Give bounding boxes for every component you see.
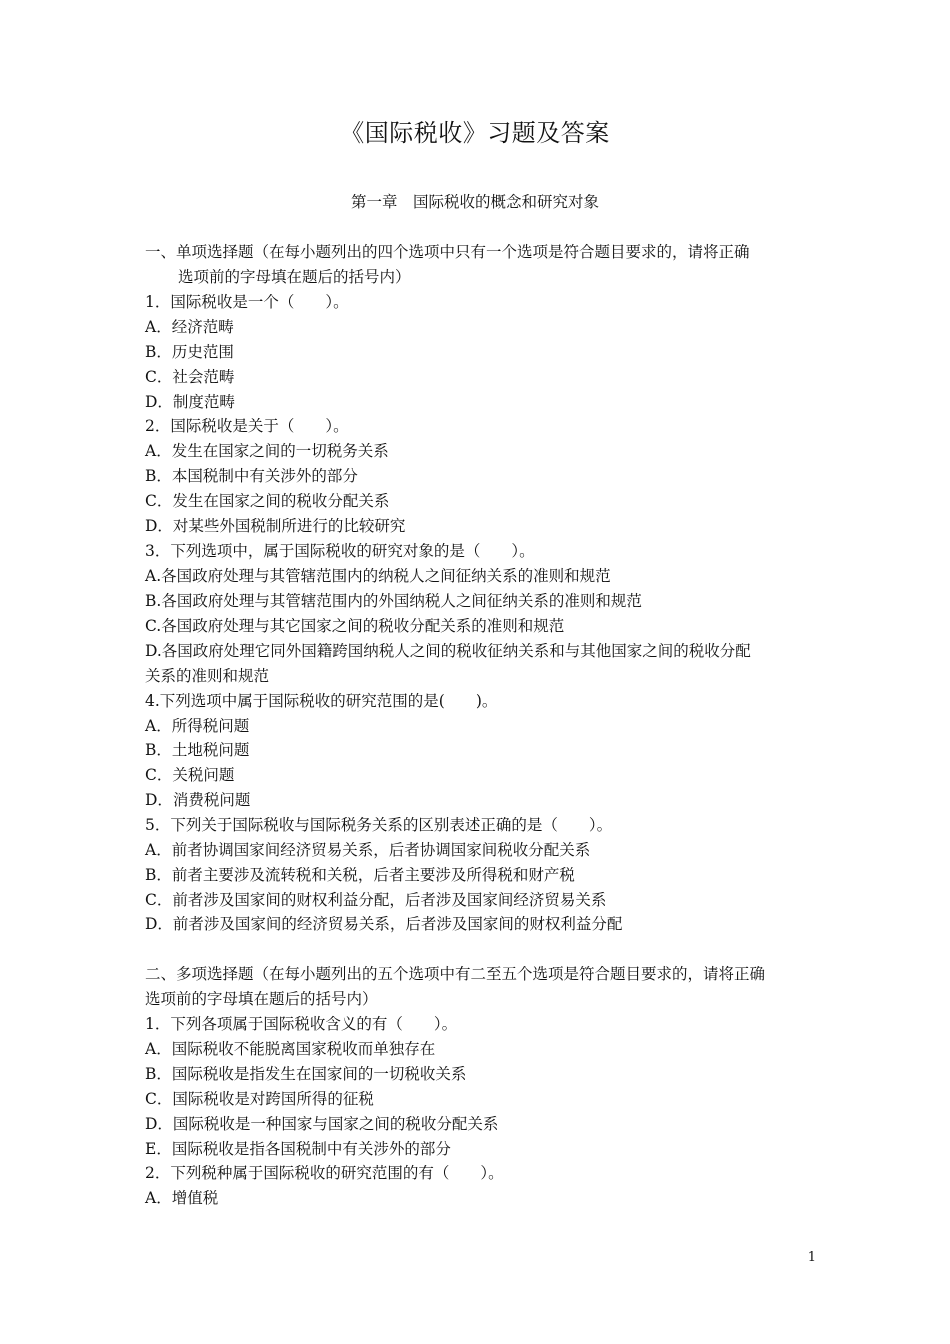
section-heading-single-choice: [145, 240, 810, 290]
option-line: D.各国政府处理它同外国籍跨国纳税人之间的税收征纳关系和与其他国家之间的税收分配: [145, 642, 751, 660]
option-line: C．发生在国家之间的税收分配关系: [145, 492, 390, 510]
option-line: C．前者涉及国家间的财权利益分配，后者涉及国家间经济贸易关系: [145, 891, 607, 909]
section-heading-multiple-choice: [145, 962, 810, 1012]
option-line: C．关税问题: [145, 766, 235, 784]
option-line: D．消费税问题: [145, 791, 251, 809]
option-line: A．所得税问题: [145, 717, 250, 735]
option-line: A．前者协调国家间经济贸易关系，后者协调国家间税收分配关系: [145, 841, 591, 859]
option-line: B.各国政府处理与其管辖范围内的外国纳税人之间征纳关系的准则和规范: [145, 592, 642, 610]
option-line: E．国际税收是指各国税制中有关涉外的部分: [145, 1140, 451, 1158]
question-line: 2．下列税种属于国际税收的研究范围的有（ ）。: [145, 1164, 504, 1182]
section-heading-line: 选项前的字母填在题后的括号内）: [178, 268, 411, 286]
option-line-continuation: 关系的准则和规范: [145, 667, 270, 685]
option-line: A．增值税: [145, 1189, 219, 1207]
option-line: B．历史范围: [145, 343, 234, 361]
option-line: B．前者主要涉及流转税和关税，后者主要涉及所得税和财产税: [145, 866, 575, 884]
section-heading-line: 选项前的字母填在题后的括号内）: [145, 990, 378, 1008]
option-line: A.各国政府处理与其管辖范围内的纳税人之间征纳关系的准则和规范: [145, 567, 611, 585]
option-line: B．土地税问题: [145, 741, 250, 759]
option-line: D．对某些外国税制所进行的比较研究: [145, 517, 406, 535]
option-line: C．社会范畴: [145, 368, 235, 386]
option-line: D．前者涉及国家间的经济贸易关系，后者涉及国家间的财权利益分配: [145, 915, 623, 933]
option-line: C．国际税收是对跨国所得的征税: [145, 1090, 374, 1108]
option-line: D．制度范畴: [145, 393, 235, 411]
section-heading-line: 一、单项选择题（在每小题列出的四个选项中只有一个选项是符合题目要求的，请将正确: [145, 243, 750, 261]
option-line: A．发生在国家之间的一切税务关系: [145, 442, 389, 460]
document-title: 《国际税收》习题及答案: [340, 119, 610, 147]
option-line: C.各国政府处理与其它国家之间的税收分配关系的准则和规范: [145, 617, 565, 635]
question-line: 2．国际税收是关于（ ）。: [145, 417, 349, 435]
question-line: 3．下列选项中，属于国际税收的研究对象的是（ ）。: [145, 542, 535, 560]
option-line: B．本国税制中有关涉外的部分: [145, 467, 358, 485]
page-number: 1: [807, 1250, 816, 1265]
question-line: 5．下列关于国际税收与国际税务关系的区别表述正确的是（ ）。: [145, 816, 613, 834]
question-line: 1．国际税收是一个（ ）。: [145, 293, 349, 311]
option-line: A．经济范畴: [145, 318, 234, 336]
chapter-title: 第一章 国际税收的概念和研究对象: [350, 193, 599, 211]
option-line: B．国际税收是指发生在国家间的一切税收关系: [145, 1065, 467, 1083]
question-line: 4.下列选项中属于国际税收的研究范围的是( )。: [145, 692, 498, 710]
option-line: A．国际税收不能脱离国家税收而单独存在: [145, 1040, 436, 1058]
section-heading-line: 二、多项选择题（在每小题列出的五个选项中有二至五个选项是符合题目要求的，请将正确: [145, 965, 766, 983]
option-line: D．国际税收是一种国家与国家之间的税收分配关系: [145, 1115, 499, 1133]
question-line: 1．下列各项属于国际税收含义的有（ ）。: [145, 1015, 458, 1033]
